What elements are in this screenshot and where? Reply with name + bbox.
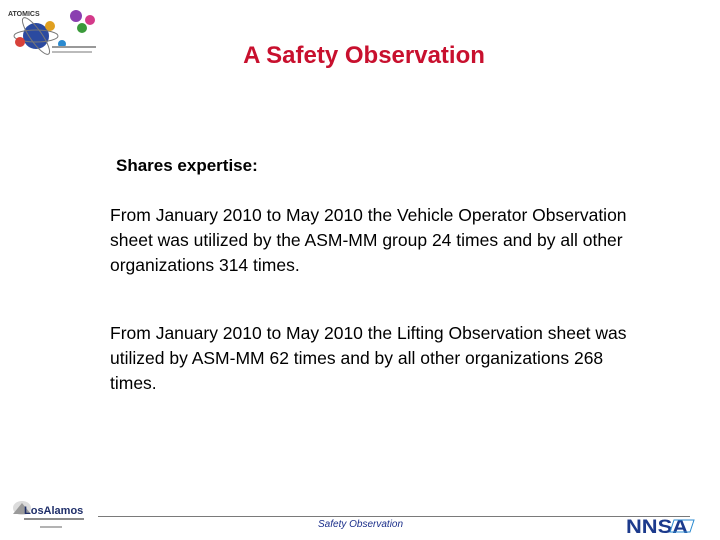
page-title: A Safety Observation: [243, 42, 485, 69]
svg-text:NNSA: NNSA: [626, 517, 689, 538]
footer-divider: [98, 516, 690, 517]
nnsa-logo: [624, 514, 696, 538]
los-alamos-logo: [8, 494, 98, 534]
svg-text:ATOMICS: ATOMICS: [8, 11, 40, 18]
footer-text: Safety Observation: [318, 519, 404, 530]
paragraph-lifting: From January 2010 to May 2010 the Lifting Observation sheet was utilized by ASM-MM 62 times and by all other organizations 268 times.: [110, 323, 627, 393]
section-heading: Shares expertise:: [116, 156, 258, 175]
svg-text:LosAlamos: LosAlamos: [24, 505, 84, 517]
paragraph-vehicle-operator: From January 2010 to May 2010 the Vehicle Operator Observation sheet was utilized by the ASM-MM group 24 times and by all other organizations 314 times.: [110, 205, 627, 275]
